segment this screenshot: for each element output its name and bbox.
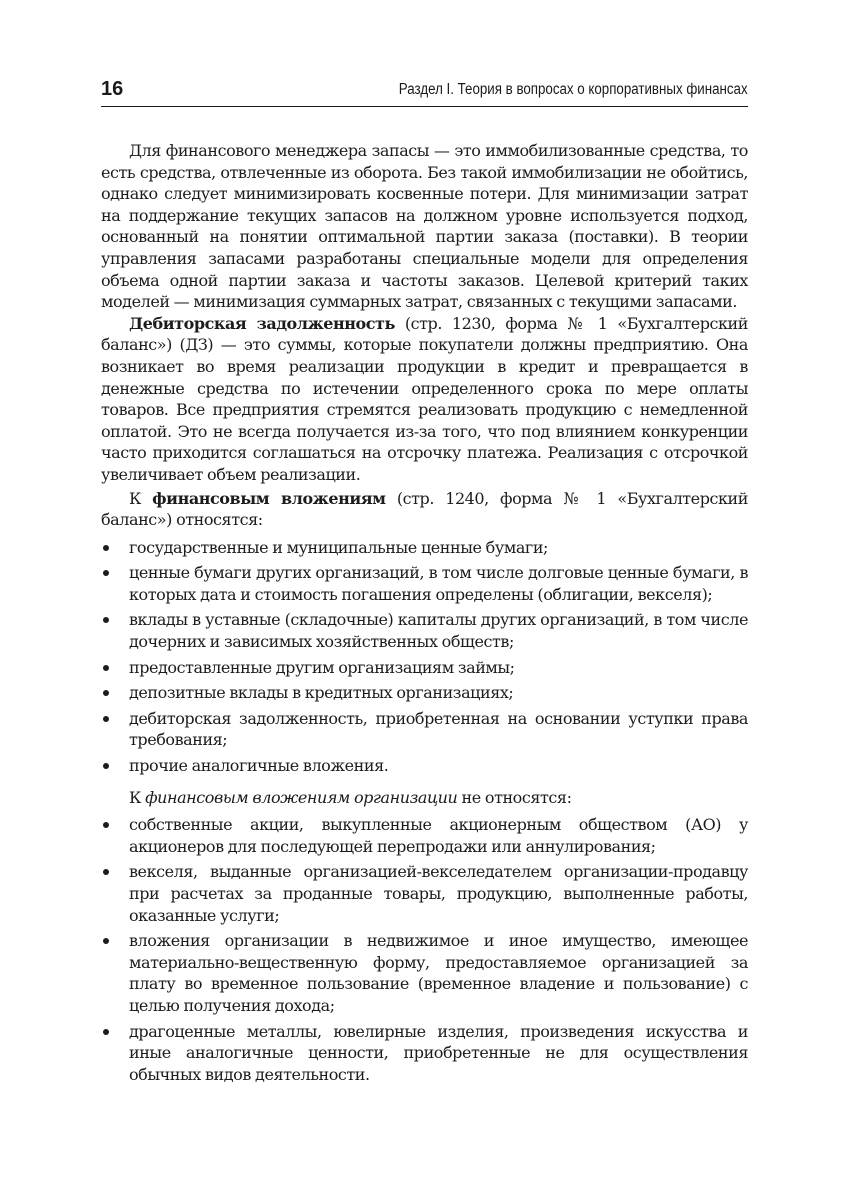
investments-list <box>101 537 748 777</box>
list-item <box>101 609 748 652</box>
bullet-icon <box>103 1029 109 1035</box>
term-org-investments: финансовым вложениям организации <box>145 787 458 807</box>
list-item <box>101 682 748 704</box>
bullet-icon <box>103 938 109 944</box>
list-item-text: депозитные вклады в кредитных организациях; <box>129 683 514 703</box>
bullet-icon <box>103 545 109 551</box>
list-item-text: вклады в уставные (складочные) капиталы других организаций, в том числе дочерних и зависимых хозяйственных обществ; <box>129 610 748 652</box>
not-investments-pre: К <box>129 787 146 807</box>
paragraph-receivables-text: (стр. 1230, форма № 1 «Бухгалтерский баланс») (ДЗ) — это суммы, которые покупатели должны предприятию. Она возникает во время реализации продукции в кредит и превращается в денежные средства по истечении определенного срока по мере оплаты товаров. Все предприятия стремятся реализовать продукцию с немедленной оплатой. Это не всегда получается из-за того, что под влиянием конкуренции часто приходится соглашаться на отсрочку платежа. Реализация с отсрочкой увеличивает объем реализации. <box>101 313 748 484</box>
list-item-text: предоставленные другим организациям займы; <box>129 657 515 677</box>
bullet-icon <box>103 822 109 828</box>
list-item-text: государственные и муниципальные ценные бумаги; <box>129 537 548 557</box>
investments-intro-text: (стр. 1240, форма № 1 «Бухгалтерский баланс») относятся: <box>101 488 748 530</box>
bullet-icon <box>103 665 109 671</box>
page-header <box>101 72 748 107</box>
paragraph-inventory: Для финансового менеджера запасы — это иммобилизованные средства, то есть средства, отвлеченные из оборота. Без такой иммобилизации не обойтись, однако следует минимизировать косвенные потери. Для минимизации затрат на поддержание текущих запасов на должном уровне используется подход, основанный на понятии оптимальной партии заказа (поставки). В теории управления запасами разработаны специальные модели для определения объема одной партии заказа и частоты заказов. Целевой критерий таких моделей — минимизация суммарных затрат, связанных с текущими запасами. <box>101 141 748 312</box>
list-item <box>101 537 748 559</box>
paragraph-investments-intro <box>101 488 748 531</box>
list-item-text: дебиторская задолженность, приобретенная на основании уступки права требования; <box>129 708 748 750</box>
list-item <box>101 755 748 777</box>
list-item-text: вложения организации в недвижимое и иное имущество, имеющее материально-вещественную форму, предоставляемое организацией за плату во временное пользование (временное владение и пользование) с целью получения дохода; <box>129 931 748 1015</box>
list-item-text: собственные акции, выкупленные акционерным обществом (АО) у акционеров для последующей перепродажи или аннулирования; <box>129 815 748 856</box>
bullet-icon <box>103 763 109 769</box>
list-item-text: прочие аналогичные вложения. <box>129 756 389 776</box>
running-head: Раздел I. Теория в вопросах о корпоративных финансах <box>399 81 748 98</box>
list-item-text: ценные бумаги других организаций, в том числе долговые ценные бумаги, в которых дата и стоимость погашения определены (облигации, векселя); <box>129 563 748 604</box>
list-item <box>101 1021 748 1086</box>
paragraph-receivables <box>101 313 748 486</box>
bullet-icon <box>103 617 109 623</box>
term-receivables: Дебиторская задолженность <box>129 313 395 333</box>
bullet-icon <box>103 716 109 722</box>
list-item <box>101 562 748 605</box>
bullet-icon <box>103 690 109 696</box>
paragraph-not-investments-intro <box>101 787 748 809</box>
bullet-icon <box>103 570 109 576</box>
page-body <box>101 140 748 1089</box>
bullet-icon <box>103 869 109 875</box>
not-investments-text: не относятся: <box>457 787 572 807</box>
list-item-text: драгоценные металлы, ювелирные изделия, произведения искусства и иные аналогичные ценности, приобретенные не для осуществления обычных видов деятельности. <box>129 1021 748 1084</box>
list-item <box>101 708 748 751</box>
list-item-text: векселя, выданные организацией-векселедателем организации-продавцу при расчетах за проданные товары, продукцию, выполненные работы, оказанные услуги; <box>129 862 748 925</box>
list-item <box>101 861 748 926</box>
investments-intro-pre: К <box>129 488 153 508</box>
list-item <box>101 657 748 679</box>
not-investments-list <box>101 814 748 1085</box>
list-item <box>101 814 748 857</box>
page-number: 16 <box>101 78 124 100</box>
term-investments: финансовым вложениям <box>152 488 386 508</box>
list-item <box>101 930 748 1016</box>
